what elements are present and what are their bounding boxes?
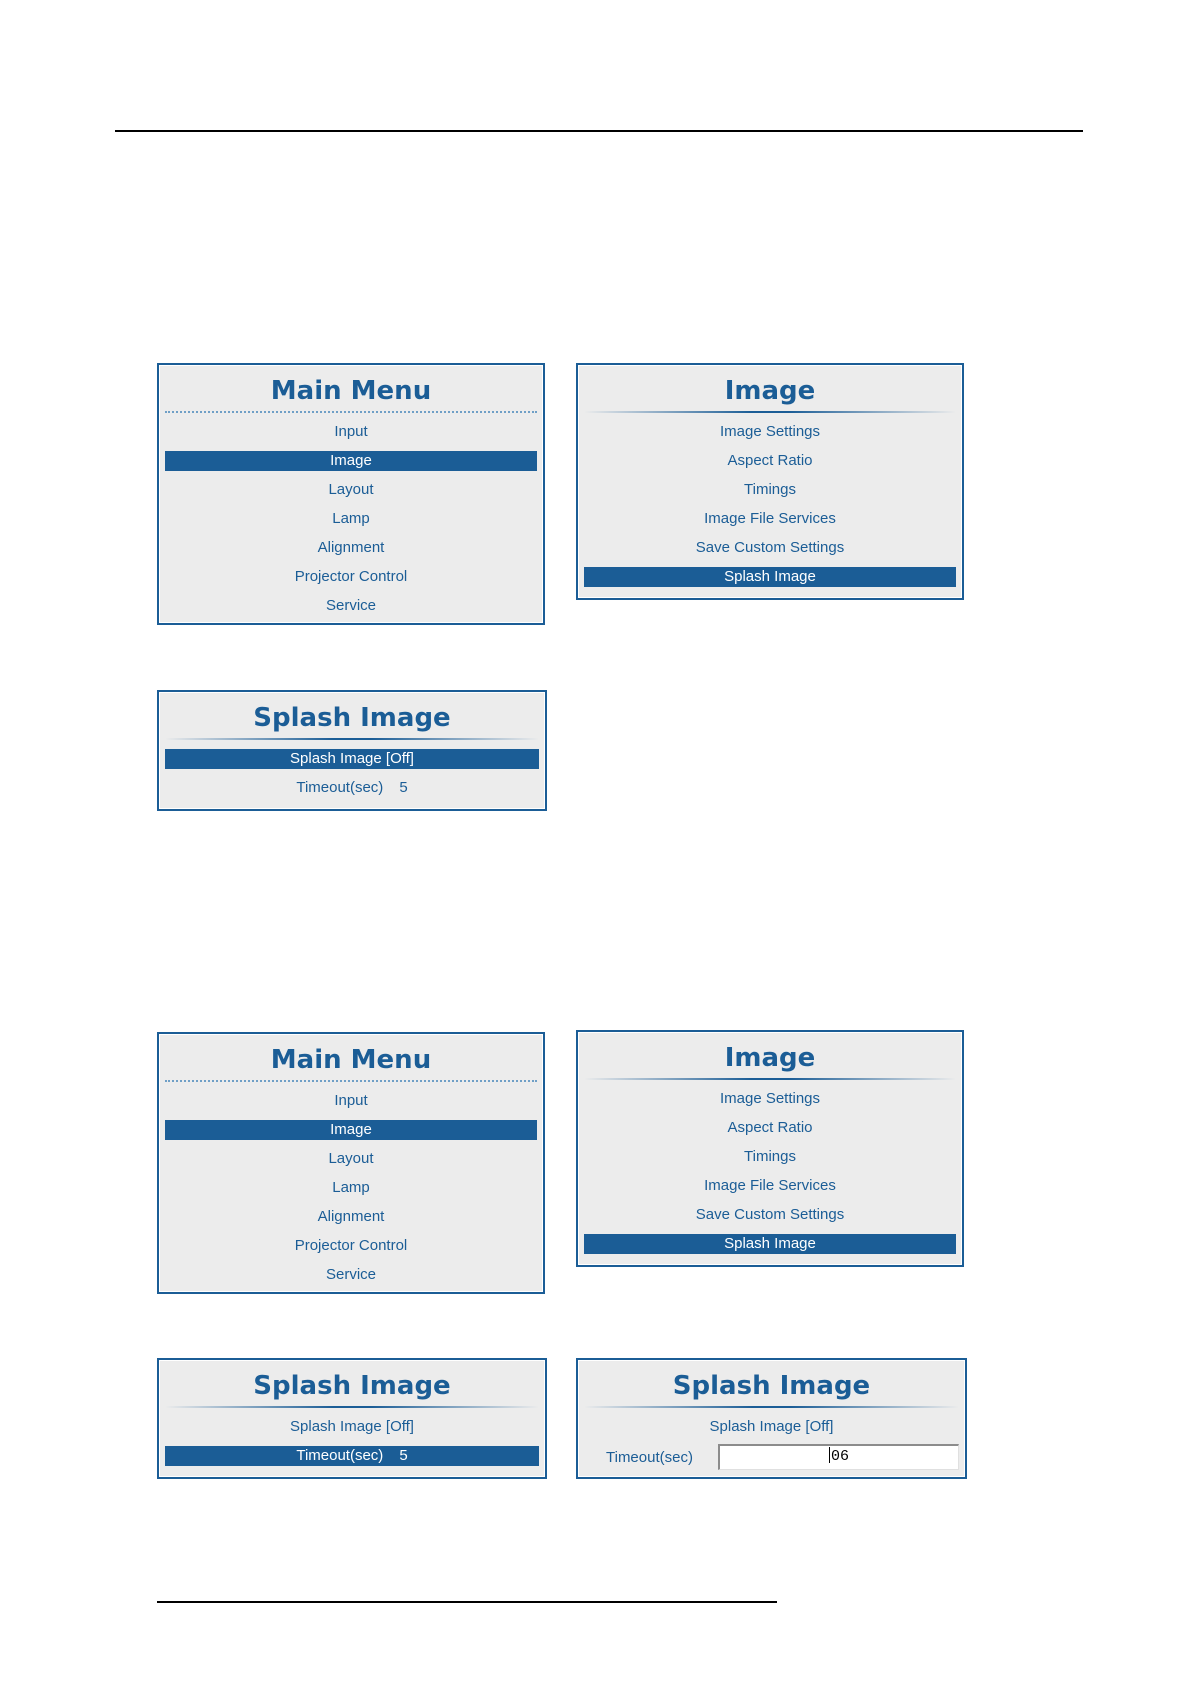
menu-item-image-settings[interactable]: Image Settings	[719, 423, 821, 440]
main-menu-panel	[157, 363, 545, 625]
title-separator	[584, 411, 956, 413]
panel-title: Splash Image	[672, 1371, 871, 1401]
panel-title: Main Menu	[270, 376, 432, 406]
title-separator	[165, 1080, 537, 1082]
panel-title: Main Menu	[270, 1045, 432, 1075]
title-separator	[165, 411, 537, 413]
menu-item-projector-control[interactable]: Projector Control	[294, 1237, 408, 1254]
menu-item-service[interactable]: Service	[325, 597, 377, 614]
title-separator	[165, 1406, 539, 1408]
panel-title: Image	[724, 1043, 816, 1073]
panel-title: Image	[724, 376, 816, 406]
menu-item-image[interactable]: Image	[165, 1120, 537, 1140]
menu-item-input[interactable]: Input	[334, 423, 368, 440]
menu-item-timings[interactable]: Timings	[744, 1148, 796, 1165]
image-menu-panel	[576, 1030, 964, 1267]
menu-item-splash-image-toggle[interactable]: Splash Image [Off]	[709, 1418, 834, 1435]
menu-item-image-file-services[interactable]: Image File Services	[704, 1177, 836, 1194]
menu-item-image-settings[interactable]: Image Settings	[719, 1090, 821, 1107]
menu-item-splash-image-toggle[interactable]: Splash Image [Off]	[290, 1418, 414, 1435]
menu-item-timings[interactable]: Timings	[744, 481, 796, 498]
title-separator	[165, 738, 539, 740]
splash-image-panel	[157, 690, 547, 811]
menu-item-service[interactable]: Service	[325, 1266, 377, 1283]
menu-item-layout[interactable]: Layout	[328, 481, 374, 498]
menu-item-splash-image[interactable]: Splash Image	[584, 567, 956, 587]
footer-rule	[157, 1601, 777, 1603]
menu-item-aspect-ratio[interactable]: Aspect Ratio	[727, 452, 813, 469]
timeout-input-value: 06	[830, 1448, 849, 1465]
main-menu-panel	[157, 1032, 545, 1294]
menu-item-save-custom-settings[interactable]: Save Custom Settings	[695, 1206, 845, 1223]
panel-title: Splash Image	[253, 703, 451, 733]
menu-item-timeout[interactable]	[165, 778, 539, 798]
timeout-value: 5	[399, 1447, 408, 1464]
menu-item-save-custom-settings[interactable]: Save Custom Settings	[695, 539, 845, 556]
menu-item-projector-control[interactable]: Projector Control	[294, 568, 408, 585]
splash-image-panel	[157, 1358, 547, 1479]
timeout-edit-row	[584, 1446, 959, 1470]
menu-item-alignment[interactable]: Alignment	[317, 539, 385, 556]
splash-image-edit-panel	[576, 1358, 967, 1479]
menu-item-aspect-ratio[interactable]: Aspect Ratio	[727, 1119, 813, 1136]
menu-item-splash-image[interactable]: Splash Image	[584, 1234, 956, 1254]
menu-item-layout[interactable]: Layout	[328, 1150, 374, 1167]
timeout-input[interactable]	[718, 1444, 959, 1470]
timeout-label: Timeout(sec)	[296, 1447, 384, 1464]
text-caret	[829, 1447, 830, 1463]
menu-item-image[interactable]: Image	[165, 451, 537, 471]
menu-item-lamp[interactable]: Lamp	[332, 510, 370, 527]
timeout-label: Timeout(sec)	[296, 779, 384, 796]
timeout-label: Timeout(sec)	[606, 1449, 693, 1466]
panel-title: Splash Image	[253, 1371, 451, 1401]
menu-item-alignment[interactable]: Alignment	[317, 1208, 385, 1225]
menu-item-input[interactable]: Input	[334, 1092, 368, 1109]
title-separator	[584, 1406, 959, 1408]
timeout-value: 5	[399, 779, 408, 796]
menu-item-splash-image-toggle[interactable]: Splash Image [Off]	[165, 749, 539, 769]
title-separator	[584, 1078, 956, 1080]
image-menu-panel	[576, 363, 964, 600]
menu-item-lamp[interactable]: Lamp	[332, 1179, 370, 1196]
menu-item-timeout[interactable]	[165, 1446, 539, 1466]
header-rule	[115, 130, 1083, 132]
menu-item-image-file-services[interactable]: Image File Services	[704, 510, 836, 527]
